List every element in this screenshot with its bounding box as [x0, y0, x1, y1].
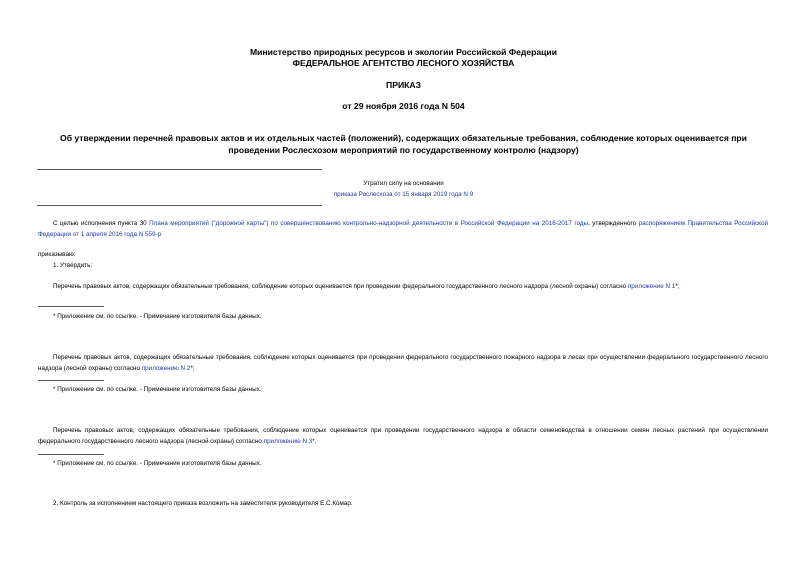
preamble-text: , утвержденного — [588, 220, 639, 227]
appendix-link[interactable]: приложению N 2 — [141, 365, 191, 372]
list-suffix: *; — [675, 283, 680, 290]
appendix-link[interactable]: приложение N 1 — [627, 283, 676, 290]
footnote: * Приложение см. по ссылке. - Примечание изготовителя базы данных. — [53, 460, 262, 467]
item-1: 1. Утвердить: — [53, 262, 93, 269]
list-paragraph — [38, 281, 768, 292]
status-link[interactable]: приказа Рослесхоза от 15 января 2019 года N 9 — [333, 191, 474, 198]
plan-link[interactable]: Плана мероприятий ("дорожной карты") по совершенствованию контрольно-надзорной деятельности в Российской Федерации на 2016-2017 годы — [149, 220, 589, 227]
footnote-separator — [38, 380, 104, 381]
list-suffix: *; — [190, 365, 195, 372]
document-title: Об утверждении перечней правовых актов и их отдельных частей (положений), содержащих обязательные требования, соблюдение которых оценивается при проведении Рослесхозом мероприятий по государственному контролю (надзору) — [60, 133, 747, 155]
status-note: Утратил силу на основании — [363, 180, 444, 187]
order-word: приказываю: — [38, 251, 76, 258]
decree-link[interactable]: распоряжением Правительства Российской Федерации от 1 апреля 2016 года N 559-р — [38, 220, 768, 238]
list-paragraph — [38, 425, 768, 447]
footnote: * Приложение см. по ссылке. - Примечание изготовителя базы данных. — [53, 313, 262, 320]
footnote-separator — [38, 306, 104, 307]
appendix-link[interactable]: приложению N 3 — [263, 438, 313, 445]
item-2: 2. Контроль за исполнением настоящего приказа возложить на заместителя руководителя Е.С.Комар. — [53, 500, 353, 507]
ministry-name: Министерство природных ресурсов и экологии Российской Федерации — [250, 47, 557, 57]
agency-name: ФЕДЕРАЛЬНОЕ АГЕНТСТВО ЛЕСНОГО ХОЗЯЙСТВА — [292, 58, 515, 68]
list-paragraph — [38, 352, 768, 374]
document-type: ПРИКАЗ — [386, 80, 421, 90]
footnote-separator — [38, 454, 104, 455]
document-date-number: от 29 ноября 2016 года N 504 — [342, 101, 465, 111]
footnote: * Приложение см. по ссылке. - Примечание изготовителя базы данных. — [53, 386, 262, 393]
separator-line — [37, 205, 322, 206]
list-text: Перечень правовых актов, содержащих обязательные требования, соблюдение которых оценивается при проведении государственного надзора в области семеноводства в отношении семян лесных растений при осуществлении федерального государственного лесного надзора (лесной охраны) согласно — [38, 427, 768, 445]
preamble — [38, 218, 768, 240]
preamble-text: С целью исполнения пункта 30 — [53, 220, 150, 227]
list-text: Перечень правовых актов, содержащих обязательные требования, соблюдение которых оценивается при проведении федерального государственного лесного надзора (лесной охраны) согласно — [53, 283, 628, 290]
separator-line — [37, 169, 322, 170]
list-suffix: *. — [312, 438, 317, 445]
list-text: Перечень правовых актов, содержащих обязательные требования, соблюдение которых оценивается при проведении федерального государственного пожарного надзора в лесах при осуществлении федерального государственного лесного надзора (лесной охраны) согласно — [38, 354, 768, 372]
